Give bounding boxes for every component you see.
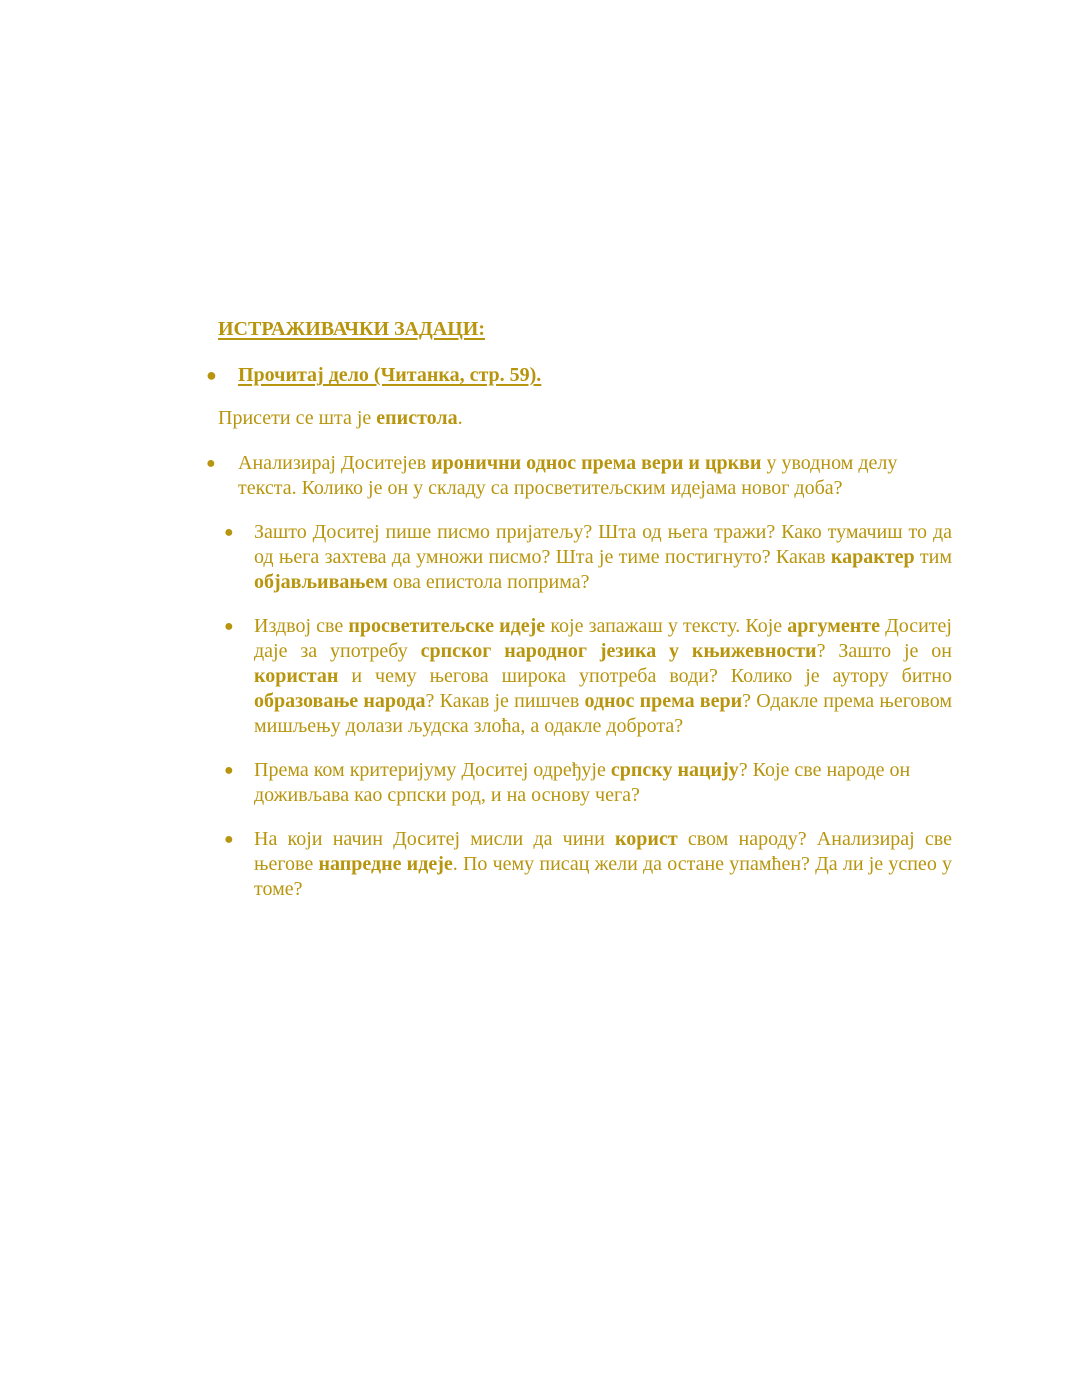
bullet-icon: ● [206, 455, 216, 472]
plain-text: у уводном делу текста. Колико је он у складу са просветитељским идејама новог доба? [238, 452, 898, 499]
emphasized-text: српску нацију [610, 759, 739, 781]
plain-text: ? Зашто је он [816, 640, 952, 662]
plain-text: Према ком критеријуму Доситеј одређује [254, 759, 611, 781]
plain-text: Доситеј даје за употребу [254, 615, 952, 662]
task-item-text [254, 828, 952, 900]
emphasized-text: објављивањем [254, 571, 388, 593]
task-item [224, 827, 953, 902]
task-item [224, 614, 952, 739]
task-item [224, 758, 952, 808]
plain-text: тим [914, 546, 952, 568]
read-task [206, 364, 541, 387]
plain-text: Зашто Доситеј пише писмо пријатељу? Шта од њега тражи? Како тумачиш то да од њега захтева да умножи писмо? Шта је тиме постигнуто? Какав [254, 521, 952, 568]
recall-term: епистола [376, 407, 458, 429]
plain-text: које запажаш у тексту. Које [545, 615, 788, 637]
plain-text: свом народу? Анализирај све његове [254, 828, 953, 875]
task-item-text [238, 452, 897, 499]
plain-text: ? Које све народе он доживљава као српски род, и на основу чега? [254, 759, 911, 806]
task-item-text [254, 759, 910, 806]
plain-text: Анализирај Доситејев [238, 452, 432, 474]
recall-text: Присети се шта је [218, 407, 377, 429]
emphasized-text: иронични однос према вери и цркви [431, 452, 762, 474]
plain-text: ова епистола поприма? [387, 571, 590, 593]
bullet-icon: ● [224, 762, 234, 779]
emphasized-text: аргументе [787, 615, 880, 637]
read-task-text: Прочитај дело (Читанка, стр. 59). [238, 364, 542, 386]
emphasized-text: просветитељске идеје [348, 615, 546, 637]
task-item [206, 451, 952, 501]
plain-text: На који начин Доситеј мисли да чини [254, 828, 616, 850]
recall-end: . [457, 407, 463, 429]
plain-text: . По чему писац жели да остане упамћен? Да ли је успео у томе? [254, 853, 953, 900]
emphasized-text: корист [615, 828, 678, 850]
recall-line [218, 407, 463, 430]
plain-text: Издвој све [254, 615, 349, 637]
plain-text: ? Одакле према његовом мишљењу долази људска злоћа, а одакле доброта? [254, 690, 952, 737]
emphasized-text: користан [254, 665, 339, 687]
bullet-icon: ● [224, 524, 234, 541]
bullet-icon: ● [206, 365, 217, 385]
plain-text: и чему његова широка употреба води? Колико је аутору битно [338, 665, 952, 687]
emphasized-text: напредне идеје [318, 853, 453, 875]
task-item-text [254, 615, 952, 737]
bullet-icon: ● [224, 618, 234, 635]
emphasized-text: српског народног језика у књижевности [420, 640, 817, 662]
plain-text: ? Какав је пишчев [425, 690, 585, 712]
emphasized-text: образовање народа [254, 690, 426, 712]
bullet-icon: ● [224, 831, 234, 848]
task-item [224, 520, 952, 595]
emphasized-text: карактер [830, 546, 915, 568]
page-heading: ИСТРАЖИВАЧКИ ЗАДАЦИ: [218, 318, 485, 340]
task-item-text [254, 521, 952, 593]
emphasized-text: однос према вери [584, 690, 743, 712]
